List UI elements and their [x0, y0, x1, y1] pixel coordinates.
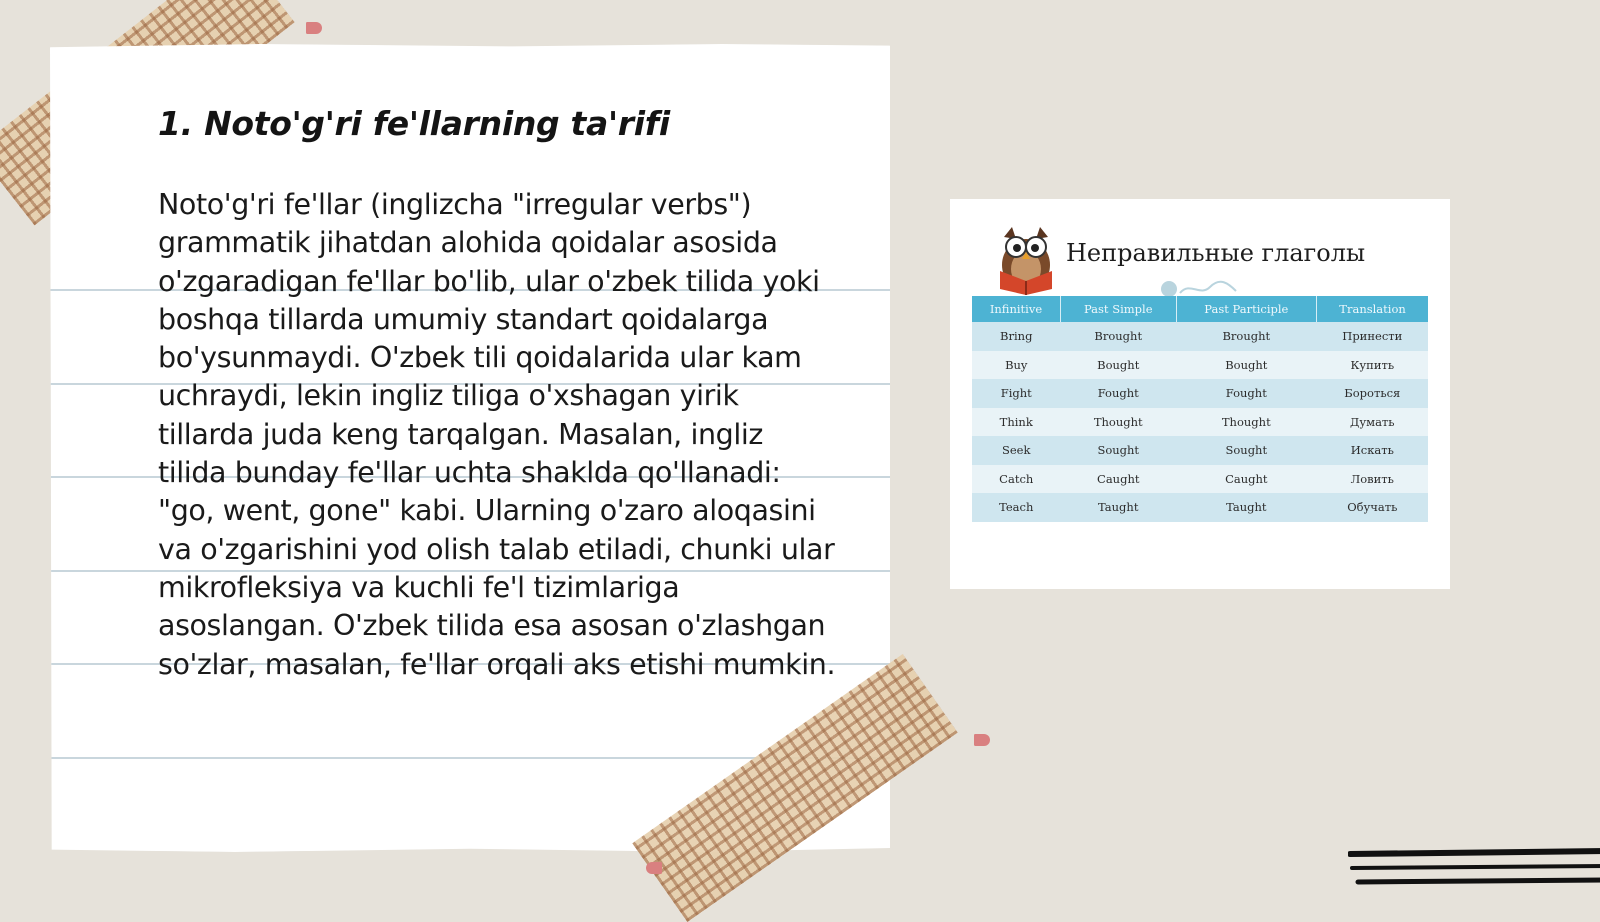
- owl-icon: [986, 219, 1066, 295]
- table-cell: Taught: [1176, 493, 1317, 522]
- table-cell: Ловить: [1317, 465, 1428, 494]
- table-cell: Бороться: [1317, 379, 1428, 408]
- image-header: [950, 217, 1450, 287]
- table-cell: Fought: [1060, 379, 1176, 408]
- table-row: [972, 465, 1428, 494]
- table-cell: Thought: [1176, 408, 1317, 437]
- table-cell: Taught: [1060, 493, 1176, 522]
- table-row: [972, 493, 1428, 522]
- table-cell: Brought: [1176, 322, 1317, 351]
- table-cell: Caught: [1060, 465, 1176, 494]
- slide-body-text: Noto'g'ri fe'llar (inglizcha "irregular verbs") grammatik jihatdan alohida qoidalar asosida o'zgaradigan fe'llar bo'lib, ular o'zbek tilida yoki boshqa tillarda umumiy standart qoidalarga bo'ysunmaydi. O'zbek tili qoidalarida ular kam uchraydi, lekin ingliz tiliga o'xshagan yirik tillarda juda keng tarqalgan. Masalan, ingliz tilida bunday fe'llar uchta shaklda qo'llanadi: "go, went, gone" kabi. Ularning o'zaro aloqasini va o'zgarishini yod olish talab etiladi, chunki ular mikrofleksiya va kuchli fe'l tizimlariga asoslangan. O'zbek tilida esa asosan o'zlashgan so'zlar, masalan, fe'llar orqali aks etishi mumkin.: [158, 188, 836, 681]
- slide-title: 1. Noto'g'ri fe'llarning ta'rifi: [158, 104, 670, 143]
- table-cell: Bought: [1176, 351, 1317, 380]
- table-cell: Thought: [1060, 408, 1176, 437]
- table-cell: Обучать: [1317, 493, 1428, 522]
- table-cell: Catch: [972, 465, 1060, 494]
- table-cell: Seek: [972, 436, 1060, 465]
- table-cell: Think: [972, 408, 1060, 437]
- pin-bottom-left: [646, 862, 662, 874]
- pin-bottom-right: [974, 734, 990, 746]
- table-header-row: [972, 296, 1428, 322]
- header-past-participle: Past Participle: [1176, 296, 1317, 322]
- table-cell: Купить: [1317, 351, 1428, 380]
- table-row: [972, 351, 1428, 380]
- header-translation: Translation: [1317, 296, 1428, 322]
- table-cell: Bring: [972, 322, 1060, 351]
- table-cell: Teach: [972, 493, 1060, 522]
- table-row: [972, 408, 1428, 437]
- image-title: Неправильные глаголы: [1066, 239, 1366, 267]
- table-cell: Fought: [1176, 379, 1317, 408]
- header-past-simple: Past Simple: [1060, 296, 1176, 322]
- header-infinitive: Infinitive: [972, 296, 1060, 322]
- table-cell: Bought: [1060, 351, 1176, 380]
- table-cell: Думать: [1317, 408, 1428, 437]
- table-row: [972, 322, 1428, 351]
- table-cell: Fight: [972, 379, 1060, 408]
- table-cell: Принести: [1317, 322, 1428, 351]
- decorative-brush-lines: [1348, 846, 1600, 896]
- irregular-verbs-table: [972, 296, 1428, 522]
- table-cell: Buy: [972, 351, 1060, 380]
- table-cell: Caught: [1176, 465, 1317, 494]
- irregular-verbs-image: [950, 199, 1450, 589]
- table-cell: Sought: [1060, 436, 1176, 465]
- pin-top: [306, 22, 322, 34]
- table-cell: Искать: [1317, 436, 1428, 465]
- table-cell: Brought: [1060, 322, 1176, 351]
- table-row: [972, 379, 1428, 408]
- table-cell: Sought: [1176, 436, 1317, 465]
- table-row: [972, 436, 1428, 465]
